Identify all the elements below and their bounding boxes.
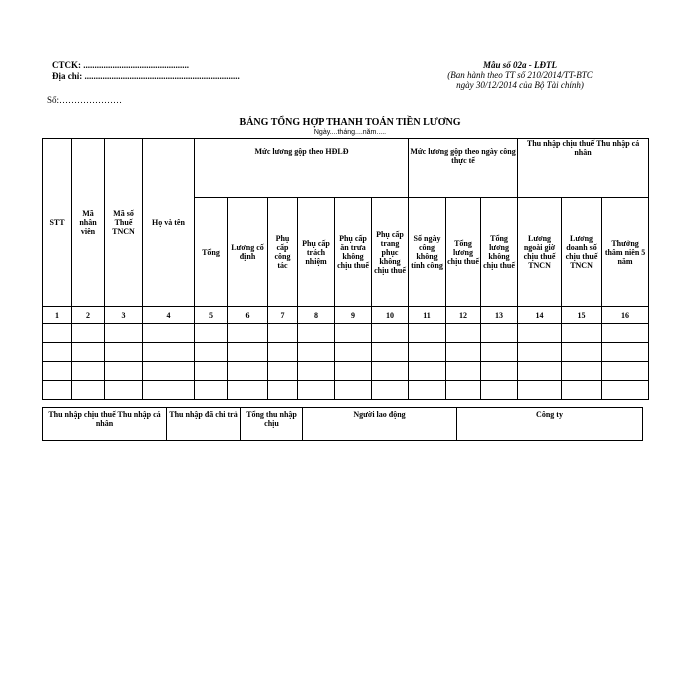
table-row	[43, 343, 649, 362]
group-contract-salary: Mức lương gộp theo HĐLĐ	[195, 139, 409, 198]
table-row	[43, 324, 649, 343]
address-label: Địa chỉ: .....................................................................	[52, 71, 240, 81]
summary-table	[42, 407, 643, 441]
column-number: 2	[72, 307, 105, 324]
sub-header: Tổng lương không chịu thuế	[481, 198, 518, 307]
column-number: 12	[446, 307, 481, 324]
summary-taxable-income: Thu nhập chịu thuế Thu nhập cá nhân	[43, 408, 167, 441]
column-number: 3	[105, 307, 143, 324]
payroll-table	[42, 138, 649, 400]
column-number: 15	[562, 307, 602, 324]
sub-header: Tổng	[195, 198, 228, 307]
group-taxable-income: Thu nhập chịu thuế Thu nhập cá nhân	[518, 139, 649, 198]
issued-line-2: ngày 30/12/2014 của Bộ Tài chính)	[456, 80, 584, 90]
company-label: CTCK: ...............................................	[52, 60, 189, 70]
form-code: Mẫu số 02a - LĐTL	[483, 60, 557, 70]
column-number: 6	[228, 307, 268, 324]
issued-line-1: (Ban hành theo TT số 210/2014/TT-BTC	[447, 70, 593, 80]
document-number: Số:…………………	[47, 95, 123, 105]
summary-total-taxable: Tổng thu nhập chịu	[241, 408, 303, 441]
document-title: BẢNG TỔNG HỢP THANH TOÁN TIỀN LƯƠNG	[239, 117, 461, 128]
sub-header: Phụ cấp ăn trưa không chịu thuế	[335, 198, 372, 307]
column-number: 5	[195, 307, 228, 324]
sub-header: Lương cố định	[228, 198, 268, 307]
column-number: 14	[518, 307, 562, 324]
table-row	[43, 362, 649, 381]
sub-header: Phụ cấp trách nhiệm	[298, 198, 335, 307]
column-number: 8	[298, 307, 335, 324]
sub-header: Lương doanh số chịu thuế TNCN	[562, 198, 602, 307]
column-number: 11	[409, 307, 446, 324]
column-number: 1	[43, 307, 72, 324]
summary-company: Công ty	[457, 408, 643, 441]
col-stt: STT	[43, 139, 72, 307]
summary-employee: Người lao động	[303, 408, 457, 441]
column-number: 4	[143, 307, 195, 324]
summary-row	[43, 408, 643, 441]
summary-income-paid: Thu nhập đã chi trả	[167, 408, 241, 441]
col-employee-id: Mã nhân viên	[72, 139, 105, 307]
sub-header: Phụ cấp trang phục không chịu thuế	[372, 198, 409, 307]
column-number: 10	[372, 307, 409, 324]
date-line: Ngày....tháng....năm.....	[313, 129, 387, 136]
header-row-1	[43, 139, 649, 198]
table-row	[43, 381, 649, 400]
column-number: 16	[602, 307, 649, 324]
sub-header: Thưởng thâm niên 5 năm	[602, 198, 649, 307]
sub-header: Tổng lương chịu thuế	[446, 198, 481, 307]
company-info	[52, 60, 240, 82]
column-number: 9	[335, 307, 372, 324]
group-actual-salary: Mức lương gộp theo ngày công thực tế	[409, 139, 518, 198]
column-number: 13	[481, 307, 518, 324]
column-number: 7	[268, 307, 298, 324]
sub-header: Lương ngoài giờ chịu thuế TNCN	[518, 198, 562, 307]
col-tax-id: Mã số Thuế TNCN	[105, 139, 143, 307]
col-name: Họ và tên	[143, 139, 195, 307]
sub-header: Phụ cấp công tác	[268, 198, 298, 307]
form-info	[420, 60, 620, 90]
column-number-row	[43, 307, 649, 324]
sub-header: Số ngày công không tính công	[409, 198, 446, 307]
